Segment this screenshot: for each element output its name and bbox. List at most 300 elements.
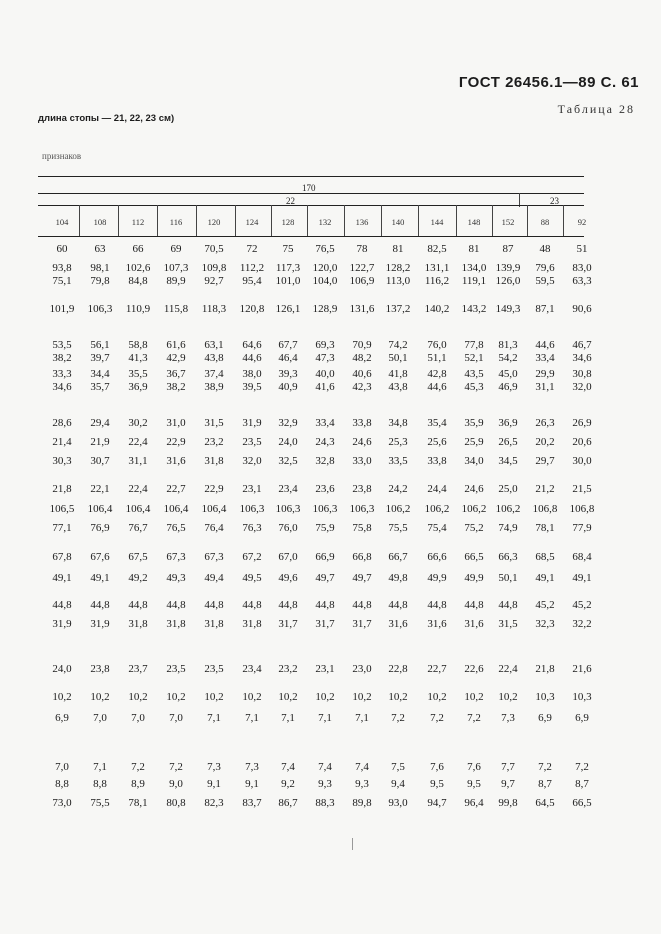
cell-value: 113,0 [385, 275, 411, 287]
table-cell [195, 691, 233, 704]
cell-value: 36,9 [498, 417, 518, 429]
cell-value: 31,1 [535, 381, 555, 393]
cell-value: 82,5 [427, 243, 447, 255]
cell-value: 23,2 [278, 663, 298, 675]
table-cell [119, 522, 157, 535]
table-cell [119, 262, 157, 288]
table-cell [157, 417, 195, 430]
cell-value: 72 [246, 243, 258, 255]
cell-value: 39,5 [242, 381, 262, 393]
table-cell [489, 663, 527, 676]
cell-value: 10,2 [388, 691, 408, 703]
cell-value: 44,8 [128, 599, 148, 611]
cell-value: 9,0 [169, 778, 183, 790]
column-divider [418, 205, 419, 236]
cell-value: 10,2 [315, 691, 335, 703]
table-cell [269, 303, 307, 316]
table-cell [81, 455, 119, 468]
table-cell [157, 339, 195, 365]
page-header: ГОСТ 26456.1—89 С. 61 [458, 74, 639, 91]
table-cell [43, 712, 81, 725]
table-cell [526, 243, 564, 256]
table-cell [306, 712, 344, 725]
cell-value: 76,5 [166, 522, 186, 534]
cell-value: 43,5 [464, 368, 484, 380]
cell-value: 66,5 [572, 797, 592, 809]
cell-value: 7,0 [131, 712, 145, 724]
cell-value: 8,8 [93, 778, 107, 790]
column-divider [492, 205, 493, 236]
table-cell [526, 503, 564, 516]
cell-value: 81 [468, 243, 480, 255]
table-cell [418, 797, 456, 810]
table-cell [526, 417, 564, 430]
column-header: 140 [391, 217, 405, 227]
cell-value: 78,1 [128, 797, 148, 809]
table-cell [43, 243, 81, 256]
cell-value: 93,0 [388, 797, 408, 809]
cell-value: 25,9 [464, 436, 484, 448]
table-cell [43, 618, 81, 631]
cell-value: 29,9 [535, 368, 555, 380]
cell-value: 9,7 [501, 778, 515, 790]
cell-value: 38,9 [204, 381, 224, 393]
table-cell [119, 303, 157, 316]
cell-value: 76,3 [242, 522, 262, 534]
cell-value: 10,2 [166, 691, 186, 703]
table-cell [119, 436, 157, 449]
cell-value: 24,4 [427, 483, 447, 495]
cell-value: 120,8 [239, 303, 265, 315]
table-cell [269, 368, 307, 394]
cell-value: 21,5 [572, 483, 592, 495]
table-cell [43, 483, 81, 496]
cell-value: 23,0 [352, 663, 372, 675]
table-cell [418, 618, 456, 631]
table-cell [379, 417, 417, 430]
cell-value: 38,2 [166, 381, 186, 393]
cell-value: 67,7 [278, 339, 298, 351]
table-cell [233, 303, 271, 316]
cell-value: 33,5 [388, 455, 408, 467]
cell-value: 49,5 [242, 572, 262, 584]
cell-value: 41,3 [128, 352, 148, 364]
table-cell [157, 243, 195, 256]
cell-value: 23,1 [315, 663, 335, 675]
cell-value: 22,6 [464, 663, 484, 675]
table-cell [157, 712, 195, 725]
cell-value: 63 [94, 243, 106, 255]
cell-value: 99,8 [498, 797, 518, 809]
table-cell [418, 712, 456, 725]
cell-value: 44,8 [352, 599, 372, 611]
cell-value: 31,6 [427, 618, 447, 630]
cell-value: 118,3 [201, 303, 227, 315]
table-cell [379, 691, 417, 704]
table-cell [418, 503, 456, 516]
cell-value: 74,2 [388, 339, 408, 351]
cell-value: 23,6 [315, 483, 335, 495]
cell-value: 119,1 [461, 275, 487, 287]
table-cell [81, 778, 119, 791]
table-cell [489, 455, 527, 468]
cell-value: 81 [392, 243, 404, 255]
cell-value: 66,7 [388, 551, 408, 563]
cell-value: 31,0 [166, 417, 186, 429]
group-label-mid: 22 [286, 196, 295, 206]
table-cell [119, 618, 157, 631]
cell-value: 31,6 [464, 618, 484, 630]
cell-value: 24,3 [315, 436, 335, 448]
cell-value: 101,0 [275, 275, 301, 287]
table-cell [269, 455, 307, 468]
cell-value: 23,5 [242, 436, 262, 448]
cell-value: 32,3 [535, 618, 555, 630]
cell-value: 68,5 [535, 551, 555, 563]
table-cell [306, 572, 344, 585]
cell-value: 23,4 [278, 483, 298, 495]
cell-value: 22,8 [388, 663, 408, 675]
table-cell [526, 761, 564, 774]
table-cell [379, 436, 417, 449]
table-cell [563, 572, 601, 585]
cell-value: 122,7 [349, 262, 375, 274]
cell-value: 79,8 [90, 275, 110, 287]
cell-value: 106,9 [349, 275, 375, 287]
table-cell [489, 436, 527, 449]
table-cell [526, 436, 564, 449]
table-cell [343, 243, 381, 256]
table-cell [43, 761, 81, 774]
cell-value: 23,5 [204, 663, 224, 675]
cell-value: 59,5 [535, 275, 555, 287]
table-cell [526, 522, 564, 535]
cell-value: 76,5 [315, 243, 335, 255]
table-cell [157, 778, 195, 791]
cell-value: 33,8 [427, 455, 447, 467]
cell-value: 26,9 [572, 417, 592, 429]
table-cell [455, 712, 493, 725]
table-cell [306, 618, 344, 631]
table-cell [455, 303, 493, 316]
cell-value: 75,5 [388, 522, 408, 534]
table-cell [269, 599, 307, 612]
table-cell [343, 761, 381, 774]
table-cell [81, 551, 119, 564]
table-cell [563, 618, 601, 631]
cell-value: 24,0 [278, 436, 298, 448]
table-cell [526, 599, 564, 612]
table-cell [119, 691, 157, 704]
cell-value: 63,1 [204, 339, 224, 351]
cell-value: 106,2 [495, 503, 521, 515]
table-cell [269, 262, 307, 288]
cell-value: 87 [502, 243, 514, 255]
column-divider [307, 205, 308, 236]
table-cell [379, 262, 417, 288]
table-cell [195, 778, 233, 791]
cell-value: 10,2 [52, 691, 72, 703]
table-cell [269, 572, 307, 585]
cell-value: 81,3 [498, 339, 518, 351]
cell-value: 23,4 [242, 663, 262, 675]
table-cell [418, 551, 456, 564]
table-cell [43, 339, 81, 365]
table-cell [489, 503, 527, 516]
table-cell [195, 417, 233, 430]
table-cell [81, 599, 119, 612]
table-cell [455, 797, 493, 810]
table-cell [195, 303, 233, 316]
cell-value: 37,4 [204, 368, 224, 380]
table-cell [269, 436, 307, 449]
cell-value: 102,6 [125, 262, 151, 274]
table-cell [489, 691, 527, 704]
cell-value: 32,0 [242, 455, 262, 467]
cell-value: 131,6 [349, 303, 375, 315]
column-header: 112 [131, 217, 145, 227]
cell-value: 61,6 [166, 339, 186, 351]
cell-value: 23,8 [90, 663, 110, 675]
table-cell [195, 483, 233, 496]
cell-value: 94,7 [427, 797, 447, 809]
cell-value: 7,6 [430, 761, 444, 773]
cell-value: 149,3 [495, 303, 521, 315]
table-cell [81, 797, 119, 810]
cell-value: 31,7 [315, 618, 335, 630]
table-cell [119, 599, 157, 612]
column-header: 132 [318, 217, 332, 227]
table-cell [489, 551, 527, 564]
cell-value: 40,9 [278, 381, 298, 393]
column-header: 124 [245, 217, 259, 227]
table-cell [455, 483, 493, 496]
table-cell [343, 503, 381, 516]
cell-value: 75,2 [464, 522, 484, 534]
cell-value: 24,0 [52, 663, 72, 675]
cell-value: 31,5 [498, 618, 518, 630]
table-cell [81, 339, 119, 365]
table-cell [269, 797, 307, 810]
cell-value: 20,2 [535, 436, 555, 448]
column-divider [79, 205, 80, 236]
cell-value: 50,1 [498, 572, 518, 584]
cell-value: 29,7 [535, 455, 555, 467]
table-cell [455, 618, 493, 631]
cell-value: 22,9 [166, 436, 186, 448]
cell-value: 56,1 [90, 339, 110, 351]
table-cell [563, 712, 601, 725]
table-cell [81, 368, 119, 394]
table-cell [455, 262, 493, 288]
table-cell [563, 483, 601, 496]
cell-value: 24,6 [464, 483, 484, 495]
table-cell [43, 262, 81, 288]
table-cell [43, 691, 81, 704]
table-cell [269, 778, 307, 791]
table-cell [43, 599, 81, 612]
table-cell [195, 599, 233, 612]
table-cell [563, 368, 601, 394]
table-cell [455, 778, 493, 791]
table-cell [526, 572, 564, 585]
table-cell [195, 797, 233, 810]
cell-value: 31,6 [388, 618, 408, 630]
cell-value: 31,8 [242, 618, 262, 630]
cell-value: 32,8 [315, 455, 335, 467]
table-cell [563, 503, 601, 516]
features-label: признаков [42, 151, 82, 161]
table-cell [119, 761, 157, 774]
table-cell [563, 436, 601, 449]
table-cell [343, 417, 381, 430]
table-cell [157, 618, 195, 631]
table-cell [418, 368, 456, 394]
column-header: 136 [355, 217, 369, 227]
cell-value: 67,8 [52, 551, 72, 563]
table-cell [81, 436, 119, 449]
cell-value: 106,4 [125, 503, 151, 515]
cell-value: 10,3 [535, 691, 555, 703]
table-cell [563, 761, 601, 774]
table-cell [526, 712, 564, 725]
column-header: 92 [577, 217, 587, 227]
table-cell [233, 761, 271, 774]
table-cell [563, 522, 601, 535]
table-cell [233, 455, 271, 468]
table-cell [306, 691, 344, 704]
cell-value: 134,0 [461, 262, 487, 274]
cell-value: 34,0 [464, 455, 484, 467]
cell-value: 137,2 [385, 303, 411, 315]
cell-value: 53,5 [52, 339, 72, 351]
cell-value: 44,6 [427, 381, 447, 393]
cell-value: 77,8 [464, 339, 484, 351]
table-cell [195, 339, 233, 365]
cell-value: 140,2 [424, 303, 450, 315]
cell-value: 75,1 [52, 275, 72, 287]
cell-value: 40,0 [315, 368, 335, 380]
cell-value: 30,0 [572, 455, 592, 467]
table-cell [379, 368, 417, 394]
table-cell [233, 599, 271, 612]
cell-value: 77,1 [52, 522, 72, 534]
cell-value: 26,3 [535, 417, 555, 429]
cell-value: 44,8 [464, 599, 484, 611]
column-header: 116 [169, 217, 183, 227]
cell-value: 7,1 [355, 712, 369, 724]
table-cell [43, 303, 81, 316]
cell-value: 44,8 [242, 599, 262, 611]
cell-value: 22,4 [498, 663, 518, 675]
table-cell [81, 303, 119, 316]
table-cell [233, 522, 271, 535]
table-cell [306, 551, 344, 564]
cell-value: 9,1 [207, 778, 221, 790]
table-cell [418, 572, 456, 585]
cell-value: 107,3 [163, 262, 189, 274]
cell-value: 44,8 [90, 599, 110, 611]
table-cell [269, 663, 307, 676]
cell-value: 34,8 [388, 417, 408, 429]
cell-value: 7,4 [318, 761, 332, 773]
table-cell [418, 262, 456, 288]
table-cell [563, 778, 601, 791]
table-cell [306, 339, 344, 365]
table-cell [455, 599, 493, 612]
table-cell [379, 303, 417, 316]
cell-value: 44,8 [52, 599, 72, 611]
cell-value: 49,3 [166, 572, 186, 584]
table-cell [379, 778, 417, 791]
table-cell [343, 691, 381, 704]
table-cell [489, 243, 527, 256]
cell-value: 41,6 [315, 381, 335, 393]
table-cell [81, 618, 119, 631]
cell-value: 49,8 [388, 572, 408, 584]
cell-value: 110,9 [125, 303, 151, 315]
cell-value: 10,3 [572, 691, 592, 703]
table-cell [563, 455, 601, 468]
cell-value: 22,4 [128, 483, 148, 495]
table-cell [195, 243, 233, 256]
cell-value: 23,1 [242, 483, 262, 495]
cell-value: 33,0 [352, 455, 372, 467]
cell-value: 120,0 [312, 262, 338, 274]
table-cell [233, 436, 271, 449]
table-cell [489, 483, 527, 496]
cell-value: 50,1 [388, 352, 408, 364]
cell-value: 35,9 [464, 417, 484, 429]
table-cell [418, 455, 456, 468]
cell-value: 22,4 [128, 436, 148, 448]
table-cell [81, 761, 119, 774]
cell-value: 66,6 [427, 551, 447, 563]
cell-value: 139,9 [495, 262, 521, 274]
cell-value: 68,4 [572, 551, 592, 563]
table-cell [563, 243, 601, 256]
cell-value: 33,4 [315, 417, 335, 429]
cell-value: 67,3 [166, 551, 186, 563]
table-cell [43, 368, 81, 394]
table-cell [81, 483, 119, 496]
table-cell [418, 303, 456, 316]
table-cell [233, 551, 271, 564]
table-cell [455, 572, 493, 585]
cell-value: 6,9 [575, 712, 589, 724]
cell-value: 10,2 [498, 691, 518, 703]
table-cell [157, 522, 195, 535]
table-cell [269, 618, 307, 631]
cell-value: 106,4 [201, 503, 227, 515]
cell-value: 45,2 [535, 599, 555, 611]
table-cell [81, 522, 119, 535]
table-cell [195, 663, 233, 676]
cell-value: 89,9 [166, 275, 186, 287]
table-cell [233, 243, 271, 256]
table-cell [563, 339, 601, 365]
cell-value: 75,4 [427, 522, 447, 534]
cell-value: 106,2 [385, 503, 411, 515]
cell-value: 7,3 [501, 712, 515, 724]
table-cell [269, 551, 307, 564]
column-divider [157, 205, 158, 236]
cell-value: 29,4 [90, 417, 110, 429]
cell-value: 75,5 [90, 797, 110, 809]
table-subtitle: длина стопы — 21, 22, 23 см) [38, 113, 175, 124]
table-cell [526, 778, 564, 791]
cell-value: 66,9 [315, 551, 335, 563]
